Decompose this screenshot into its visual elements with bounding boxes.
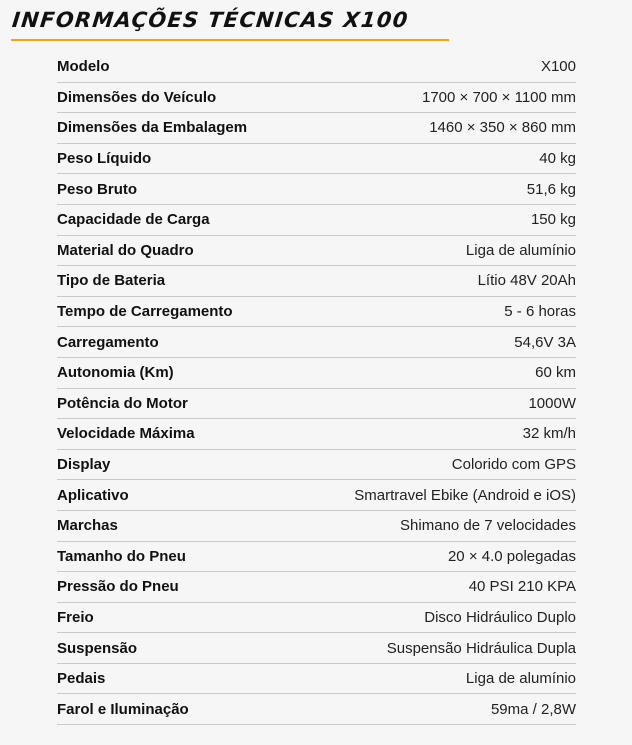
spec-value: Lítio 48V 20Ah [477, 272, 576, 290]
spec-value: 20 × 4.0 polegadas [447, 547, 576, 565]
spec-value: 40 PSI 210 KPA [468, 578, 576, 596]
spec-label: Freio [57, 608, 94, 626]
spec-label: Marchas [57, 517, 118, 535]
spec-row [57, 144, 576, 175]
spec-value: 5 - 6 horas [504, 303, 576, 321]
spec-value: 51,6 kg [526, 180, 576, 198]
spec-row [57, 297, 576, 328]
spec-row [57, 542, 576, 573]
spec-value: Liga de alumínio [465, 670, 576, 688]
spec-table [57, 52, 576, 725]
spec-label: Potência do Motor [57, 394, 188, 412]
spec-value: 1700 × 700 × 1100 mm [422, 88, 576, 106]
spec-label: Pedais [57, 670, 106, 688]
spec-value: 54,6V 3A [514, 333, 576, 351]
spec-label: Farol e Iluminação [57, 700, 189, 718]
spec-label: Display [57, 456, 111, 474]
page-header [11, 8, 451, 42]
spec-label: Dimensões do Veículo [57, 88, 217, 106]
spec-value: Smartravel Ebike (Android e iOS) [354, 486, 576, 504]
spec-value: 60 km [535, 364, 576, 382]
spec-row [57, 694, 576, 725]
spec-label: Tipo de Bateria [57, 272, 166, 290]
spec-value: 1000W [528, 394, 576, 412]
spec-row [57, 450, 576, 481]
spec-value: 150 kg [530, 211, 576, 229]
spec-value: 1460 × 350 × 860 mm [429, 119, 576, 137]
title-underline [11, 39, 449, 41]
spec-row [57, 358, 576, 389]
spec-label: Pressão do Pneu [57, 578, 179, 596]
spec-value: X100 [540, 58, 576, 76]
spec-label: Capacidade de Carga [57, 211, 210, 229]
spec-row [57, 83, 576, 114]
spec-row [57, 174, 576, 205]
spec-label: Suspensão [57, 639, 138, 657]
spec-value: Suspensão Hidráulica Dupla [386, 639, 576, 657]
spec-value: Colorido com GPS [451, 456, 576, 474]
spec-label: Peso Líquido [57, 150, 152, 168]
spec-value: Disco Hidráulico Duplo [424, 608, 576, 626]
spec-value: Liga de alumínio [465, 241, 576, 259]
spec-row [57, 205, 576, 236]
spec-label: Dimensões da Embalagem [57, 119, 248, 137]
spec-row [57, 266, 576, 297]
spec-row [57, 511, 576, 542]
spec-value: 32 km/h [522, 425, 576, 443]
spec-label: Tempo de Carregamento [57, 303, 233, 321]
spec-row [57, 52, 576, 83]
spec-label: Carregamento [57, 333, 159, 351]
spec-label: Velocidade Máxima [57, 425, 195, 443]
spec-value: 59ma / 2,8W [490, 700, 576, 718]
spec-label: Tamanho do Pneu [57, 547, 186, 565]
spec-label: Autonomia (Km) [57, 364, 174, 382]
spec-label: Aplicativo [57, 486, 129, 504]
spec-row [57, 664, 576, 695]
spec-row [57, 419, 576, 450]
spec-label: Material do Quadro [57, 241, 194, 259]
spec-row [57, 603, 576, 634]
page-title: INFORMAÇÕES TÉCNICAS X100 [11, 8, 410, 32]
spec-row [57, 327, 576, 358]
spec-row [57, 572, 576, 603]
spec-row [57, 633, 576, 664]
spec-row [57, 389, 576, 420]
spec-label: Modelo [57, 58, 110, 76]
spec-row [57, 113, 576, 144]
spec-label: Peso Bruto [57, 180, 138, 198]
spec-value: 40 kg [539, 150, 576, 168]
spec-row [57, 480, 576, 511]
spec-row [57, 236, 576, 267]
spec-value: Shimano de 7 velocidades [400, 517, 576, 535]
